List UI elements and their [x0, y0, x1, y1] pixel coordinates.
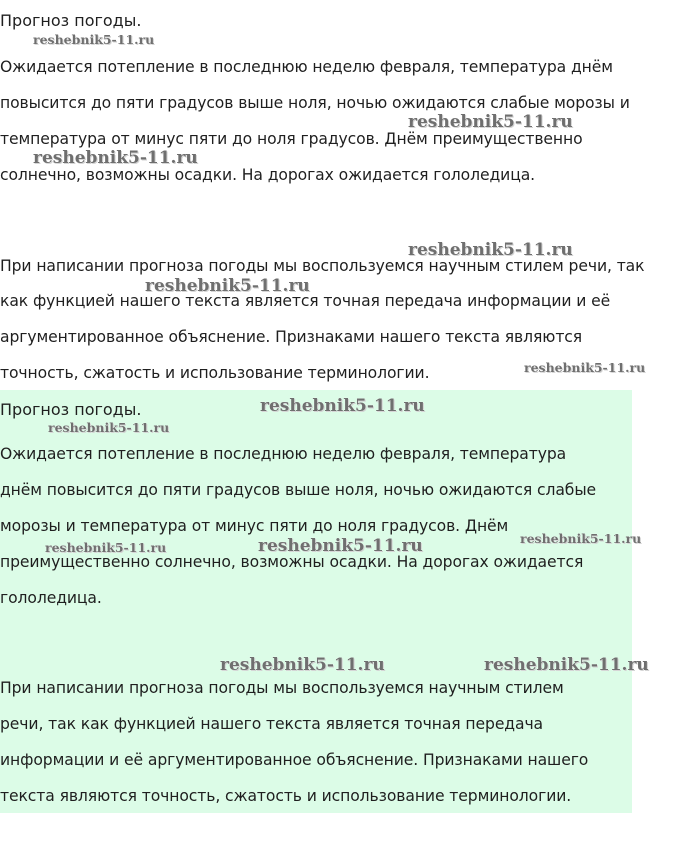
watermark-text: reshebnik5-11.ru	[258, 536, 423, 556]
forecast-line: Ожидается потепление в последнюю неделю февраля, температура днём	[0, 58, 613, 76]
explanation-line: аргументированное объяснение. Признаками нашего текста являются	[0, 328, 583, 346]
forecast-line: гололедица.	[0, 589, 102, 607]
forecast-title: Прогноз погоды.	[0, 400, 142, 419]
watermark-text: reshebnik5-11.ru	[520, 531, 642, 546]
watermark-text: reshebnik5-11.ru	[45, 540, 167, 555]
explanation-line: При написании прогноза погоды мы воспользуемся научным стилем речи, так	[0, 257, 645, 275]
watermark-text: reshebnik5-11.ru	[145, 276, 310, 296]
explanation-line: речи, так как функцией нашего текста является точная передача	[0, 715, 544, 733]
forecast-line: днём повысится до пяти градусов выше ноля, ночью ожидаются слабые	[0, 481, 597, 499]
forecast-line: температура от минус пяти до ноля градусов. Днём преимущественно	[0, 130, 583, 148]
explanation-line: точность, сжатость и использование терминологии.	[0, 364, 430, 382]
watermark-text: reshebnik5-11.ru	[260, 396, 425, 416]
highlighted-text-block	[0, 390, 632, 813]
forecast-line: Ожидается потепление в последнюю неделю февраля, температура	[0, 445, 567, 463]
watermark-text: reshebnik5-11.ru	[220, 655, 385, 675]
watermark-text: reshebnik5-11.ru	[48, 420, 170, 435]
forecast-line: солнечно, возможны осадки. На дорогах ожидается гололедица.	[0, 166, 536, 184]
forecast-line: повысится до пяти градусов выше ноля, ночью ожидаются слабые морозы и	[0, 94, 630, 112]
forecast-line: преимущественно солнечно, возможны осадки. На дорогах ожидается	[0, 553, 584, 571]
watermark-text: reshebnik5-11.ru	[524, 360, 646, 375]
watermark-text: reshebnik5-11.ru	[33, 148, 198, 168]
forecast-title: Прогноз погоды.	[0, 11, 142, 30]
forecast-line: морозы и температура от минус пяти до ноля градусов. Днём	[0, 517, 509, 535]
explanation-line: информации и её аргументированное объяснение. Признаками нашего	[0, 751, 589, 769]
watermark-text: reshebnik5-11.ru	[33, 32, 155, 47]
watermark-text: reshebnik5-11.ru	[408, 240, 573, 260]
explanation-line: текста являются точность, сжатость и использование терминологии.	[0, 787, 572, 805]
explanation-line: как функцией нашего текста является точная передача информации и её	[0, 292, 611, 310]
watermark-text: reshebnik5-11.ru	[408, 112, 573, 132]
watermark-text: reshebnik5-11.ru	[484, 655, 649, 675]
explanation-line: При написании прогноза погоды мы воспользуемся научным стилем	[0, 679, 564, 697]
